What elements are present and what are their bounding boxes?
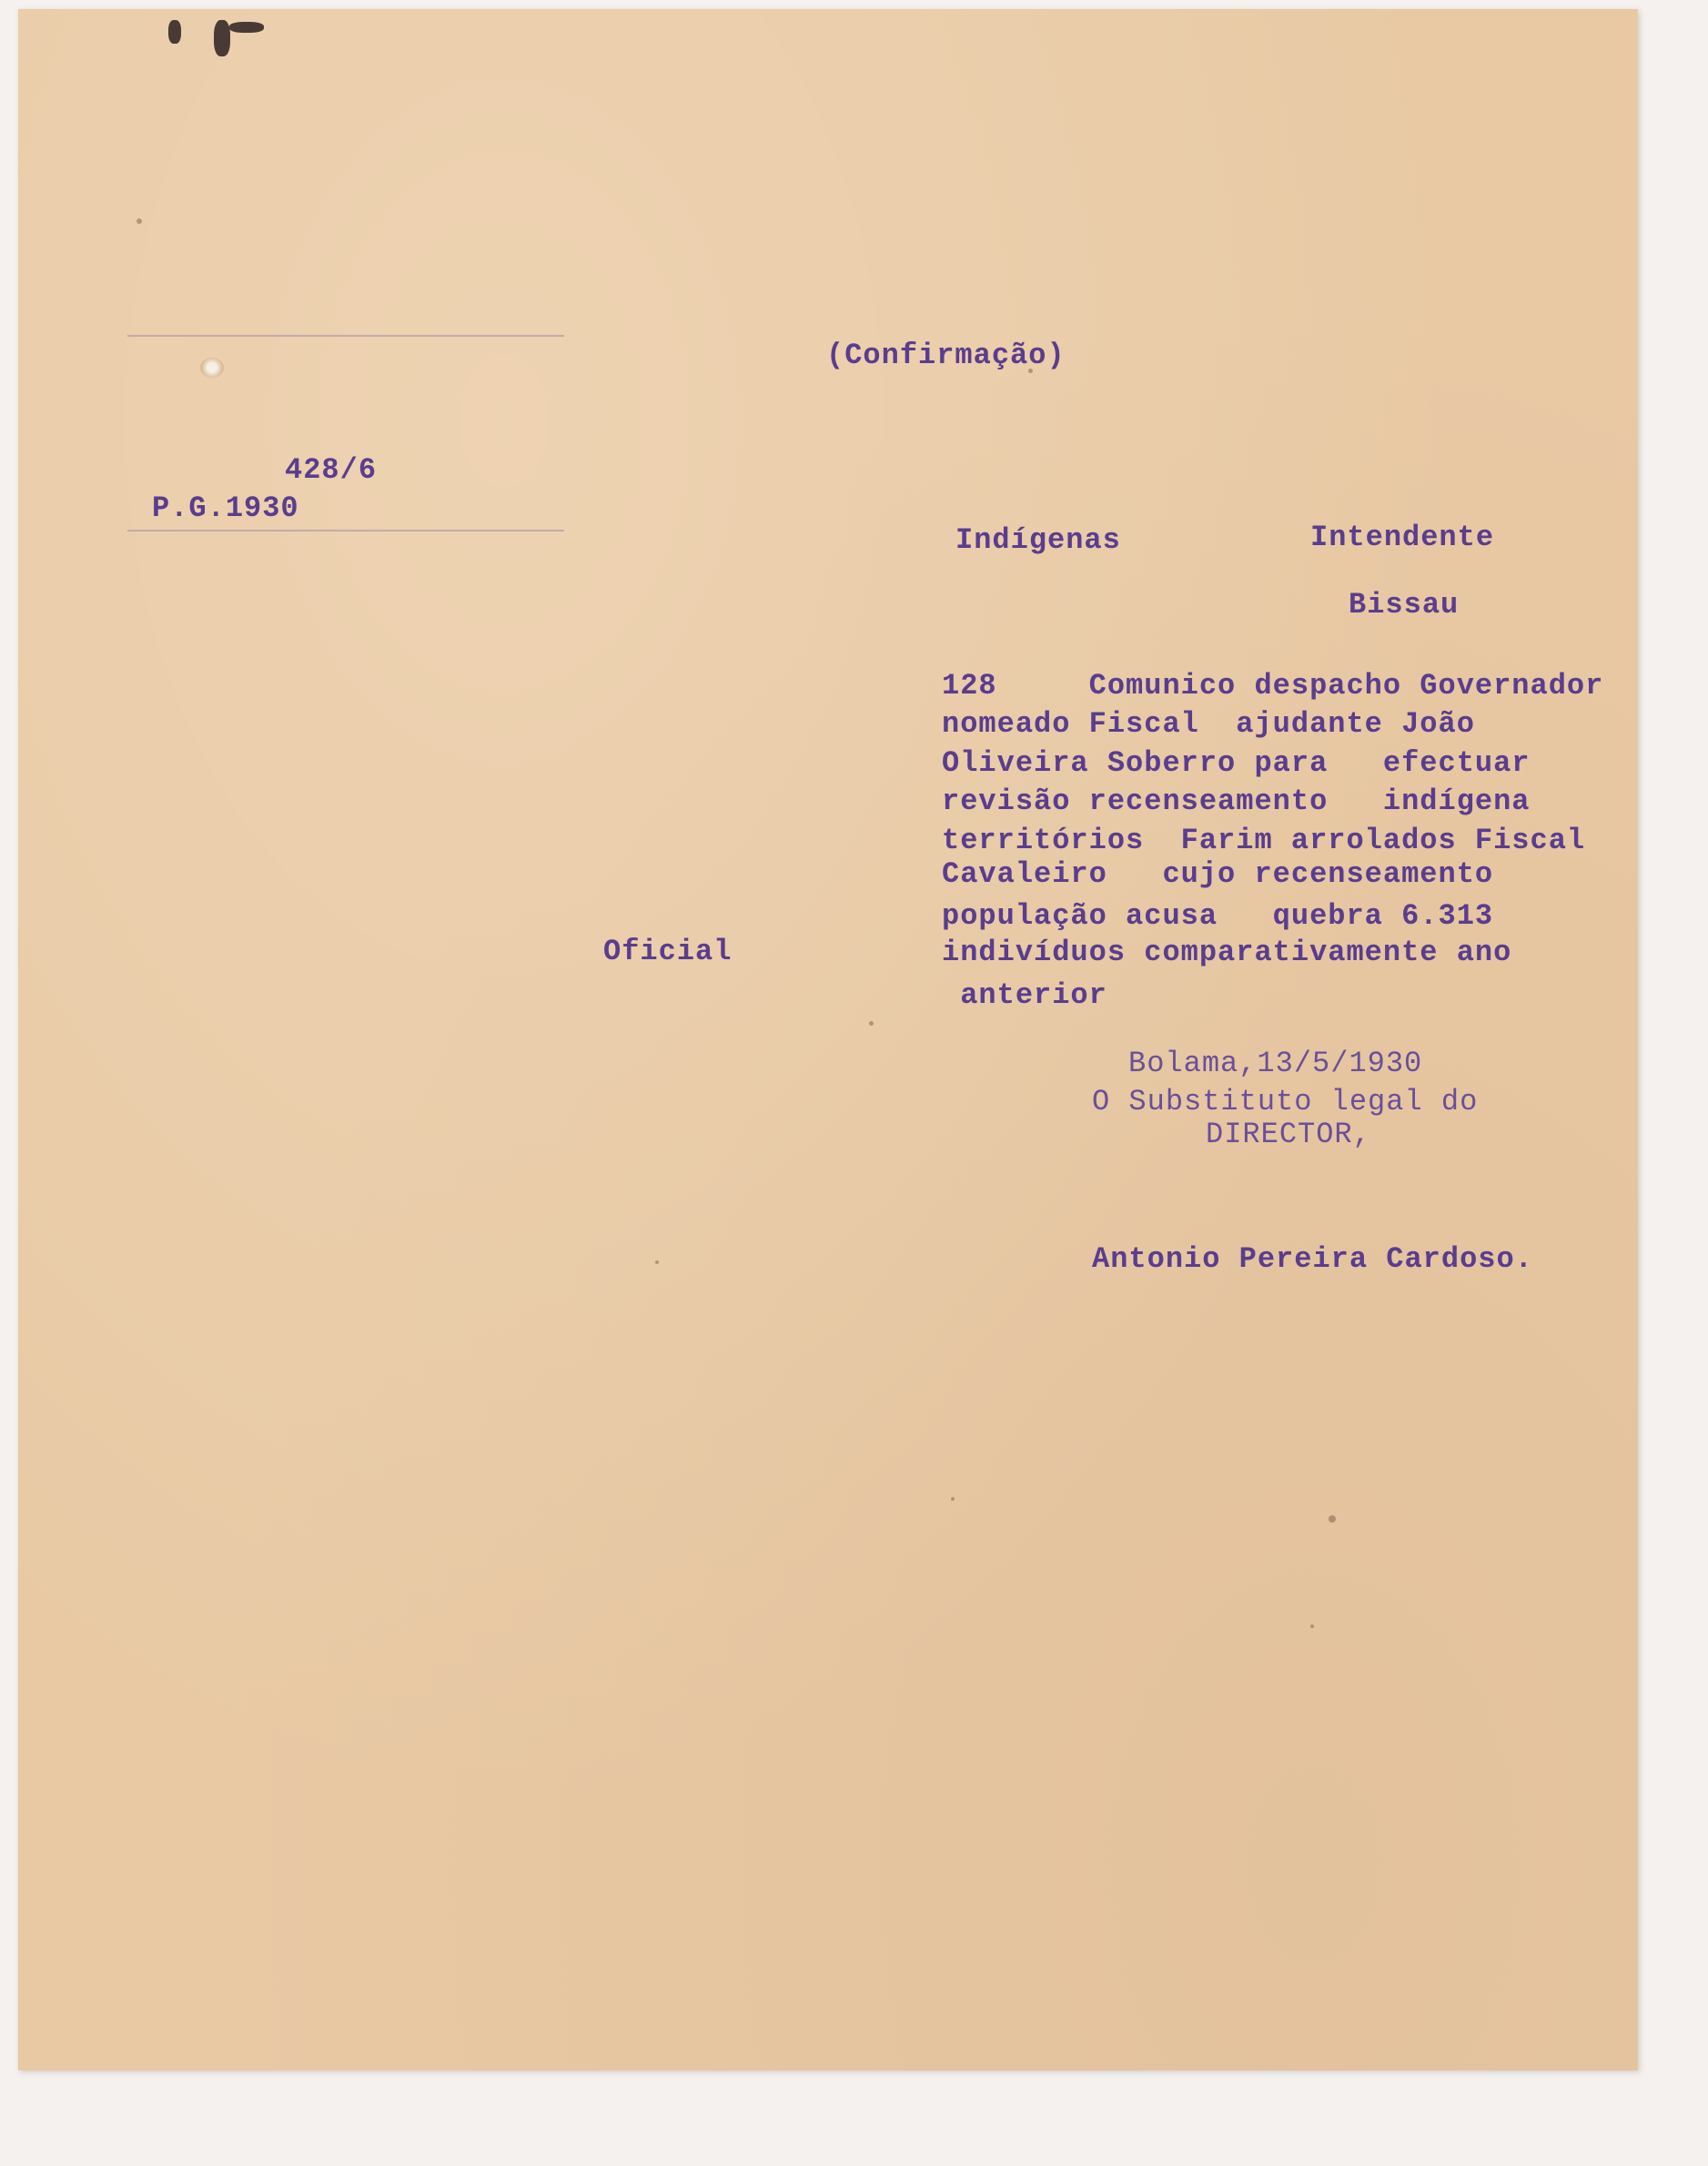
document-page bbox=[18, 9, 1638, 2070]
paper-speck bbox=[869, 1021, 874, 1026]
message-line: Cavaleiro cujo recenseamento bbox=[942, 857, 1494, 891]
paper-speck bbox=[1028, 369, 1033, 373]
paper-speck bbox=[136, 218, 142, 224]
paper-speck bbox=[951, 1497, 955, 1501]
signatory-name: Antonio Pereira Cardoso. bbox=[1092, 1242, 1533, 1276]
reference-series: P.G.1930 bbox=[152, 491, 299, 525]
message-line: indivíduos comparativamente ano bbox=[942, 936, 1512, 969]
ink-stain bbox=[229, 22, 264, 33]
message-line: anterior bbox=[942, 978, 1107, 1012]
paper-tear-mark bbox=[200, 358, 224, 378]
address-location: Bissau bbox=[1349, 588, 1460, 622]
address-recipient: Intendente bbox=[1310, 521, 1495, 554]
message-line: nomeado Fiscal ajudante João bbox=[942, 707, 1475, 741]
paper-speck bbox=[655, 1260, 659, 1264]
faint-rule bbox=[127, 335, 564, 337]
signatory-role-line2: DIRECTOR, bbox=[1206, 1118, 1371, 1151]
message-line: Oliveira Soberro para efectuar bbox=[942, 746, 1531, 780]
message-line: revisão recenseamento indígena bbox=[942, 784, 1531, 818]
paper-speck bbox=[1310, 1624, 1314, 1628]
place-date: Bolama,13/5/1930 bbox=[1128, 1047, 1423, 1080]
ink-stain bbox=[214, 20, 230, 56]
ink-stain bbox=[168, 20, 181, 44]
message-line: população acusa quebra 6.313 bbox=[942, 899, 1494, 933]
paper-speck bbox=[1329, 1515, 1336, 1523]
message-line: territórios Farim arrolados Fiscal bbox=[942, 824, 1586, 857]
classification-label: Oficial bbox=[603, 935, 733, 968]
address-category: Indígenas bbox=[955, 523, 1121, 557]
message-line: 128 Comunico despacho Governador bbox=[942, 669, 1604, 703]
confirmation-heading: (Confirmação) bbox=[826, 339, 1066, 372]
faint-rule bbox=[127, 530, 564, 531]
reference-number: 428/6 bbox=[285, 453, 378, 487]
signatory-role-line1: O Substituto legal do bbox=[1092, 1085, 1479, 1118]
